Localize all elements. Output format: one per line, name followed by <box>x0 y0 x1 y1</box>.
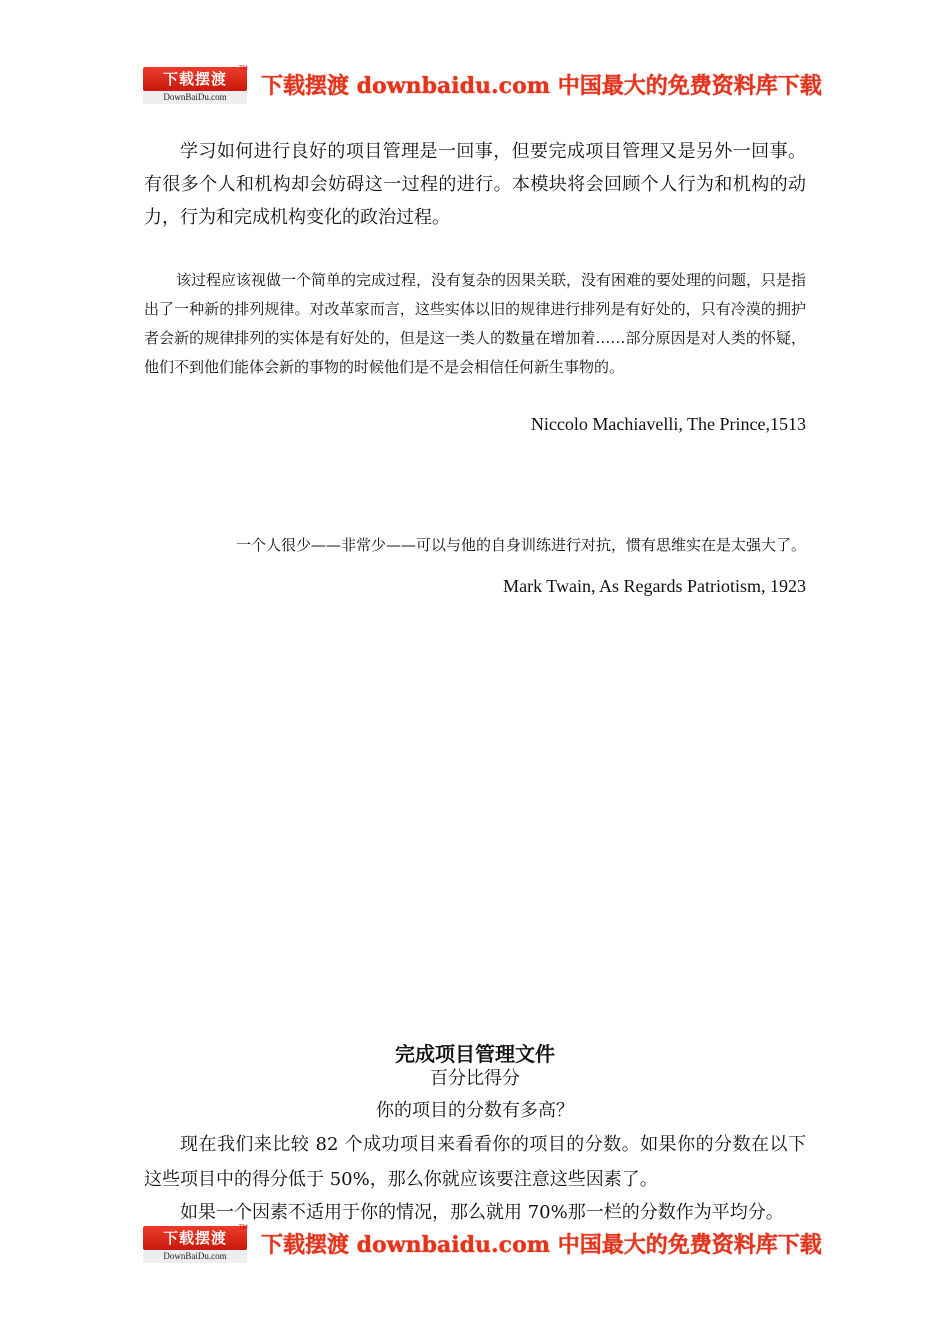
twain-citation: Mark Twain, As Regards Patriotism, 1923 <box>503 576 806 596</box>
machiavelli-citation: Niccolo Machiavelli, The Prince,1513 <box>530 414 806 434</box>
machiavelli-quote: 该过程应该视做一个简单的完成过程，没有复杂的因果关联，没有困难的要处理的问题，只是指出了一种新的排列规律。对改革家而言，这些实体以旧的规律进行排列是有好处的，只有冷漠的拥护者会新的规律排列的实体是有好处的，但是这一类人的数量在增加着……部分原因是对人类的怀疑，他们不到他们能体会新的事物的时候他们是不是会相信任何新生事物的。 <box>144 271 807 376</box>
site-logo[interactable] <box>143 67 247 104</box>
score-paragraph: 现在我们来比较 82 个成功项目来看看你的项目的分数。如果你的分数在以下这些项目中的得分低于 50%，那么你就应该要注意这些因素了。 <box>144 1134 806 1190</box>
logo-subtext: DownBaiDu.com <box>143 1250 247 1263</box>
header-banner <box>143 65 822 107</box>
section-title: 完成项目管理文件 <box>395 1042 555 1066</box>
footer-tagline-link[interactable]: 下载摆渡 downbaidu.com 中国最大的免费资料库下载 <box>261 1232 822 1258</box>
twain-quote: 一个人很少——非常少——可以与他的自身训练进行对抗，惯有思维实在是太强大了。 <box>235 536 806 554</box>
logo-subtext: DownBaiDu.com <box>143 91 247 104</box>
header-tagline-link[interactable]: 下载摆渡 downbaidu.com 中国最大的免费资料库下载 <box>261 73 822 99</box>
trademark-mark: TM <box>239 1224 248 1231</box>
site-logo[interactable] <box>143 1226 247 1263</box>
section-question: 你的项目的分数有多高？ <box>376 1100 574 1121</box>
footer-banner <box>143 1224 822 1266</box>
average-note-paragraph: 如果一个因素不适用于你的情况，那么就用 70%那一栏的分数作为平均分。 <box>180 1202 784 1223</box>
logo-text: 下载摆渡 <box>143 67 247 91</box>
logo-text: 下载摆渡 <box>143 1226 247 1250</box>
section-subtitle: 百分比得分 <box>430 1068 520 1089</box>
trademark-mark: TM <box>239 65 248 72</box>
intro-paragraph: 学习如何进行良好的项目管理是一回事，但要完成项目管理又是另外一回事。有很多个人和机构却会妨碍这一过程的进行。本模块将会回顾个人行为和机构的动力，行为和完成机构变化的政治过程。 <box>144 141 806 228</box>
